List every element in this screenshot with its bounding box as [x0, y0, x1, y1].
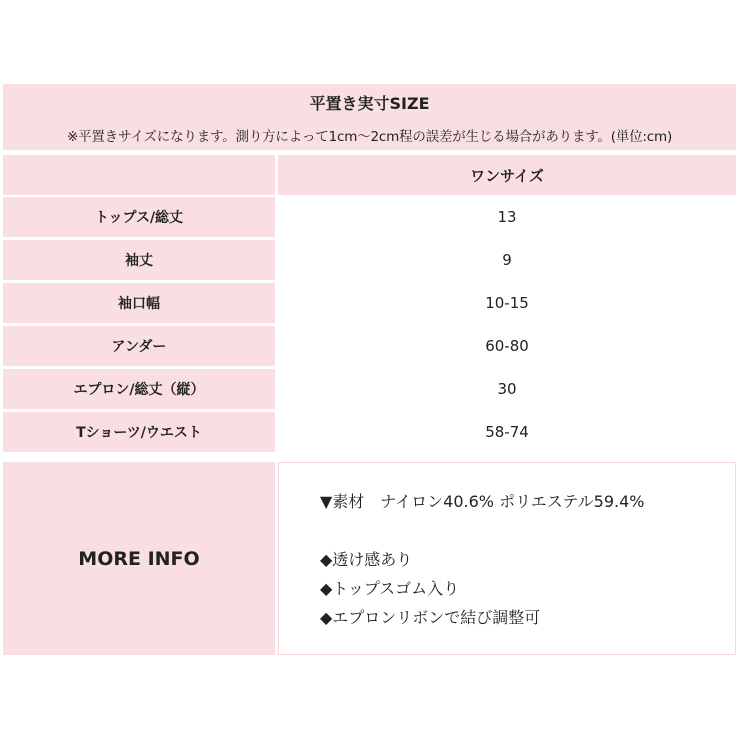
row-value: 58-74	[278, 412, 736, 452]
more-info-section	[3, 462, 736, 655]
row-label: アンダー	[3, 326, 275, 366]
row-value: 10-15	[278, 283, 736, 323]
feature-item: ◆透け感あり	[320, 550, 413, 569]
table-row	[3, 283, 736, 323]
feature-item: ◆トップスゴム入り	[320, 579, 460, 598]
table-row	[3, 240, 736, 280]
table-row	[3, 369, 736, 409]
column-header-one-size: ワンサイズ	[278, 155, 736, 195]
more-info-body	[278, 462, 736, 655]
row-label: 袖丈	[3, 240, 275, 280]
table-row	[3, 197, 736, 237]
material-line: ▼素材 ナイロン40.6% ポリエステル59.4%	[320, 492, 645, 511]
feature-item: ◆エプロンリボンで結び調整可	[320, 608, 541, 627]
table-row	[3, 326, 736, 366]
size-table-note-row	[3, 120, 736, 150]
size-table-title: 平置き実寸SIZE	[3, 84, 736, 120]
row-value: 13	[278, 197, 736, 237]
more-info-label: MORE INFO	[3, 462, 275, 655]
row-label: エプロン/総丈（縦）	[3, 369, 275, 409]
row-label: Tショーツ/ウエスト	[3, 412, 275, 452]
size-table-header-row	[3, 155, 736, 195]
size-table-note: ※平置きサイズになります。測り方によって1cm～2cm程の誤差が生じる場合があります。(単位:cm)	[3, 120, 736, 150]
row-value: 60-80	[278, 326, 736, 366]
header-empty-cell	[3, 155, 275, 195]
row-value: 30	[278, 369, 736, 409]
row-label: トップス/総丈	[3, 197, 275, 237]
size-table-title-row	[3, 84, 736, 120]
size-table	[3, 84, 736, 455]
row-label: 袖口幅	[3, 283, 275, 323]
table-row	[3, 412, 736, 452]
row-value: 9	[278, 240, 736, 280]
